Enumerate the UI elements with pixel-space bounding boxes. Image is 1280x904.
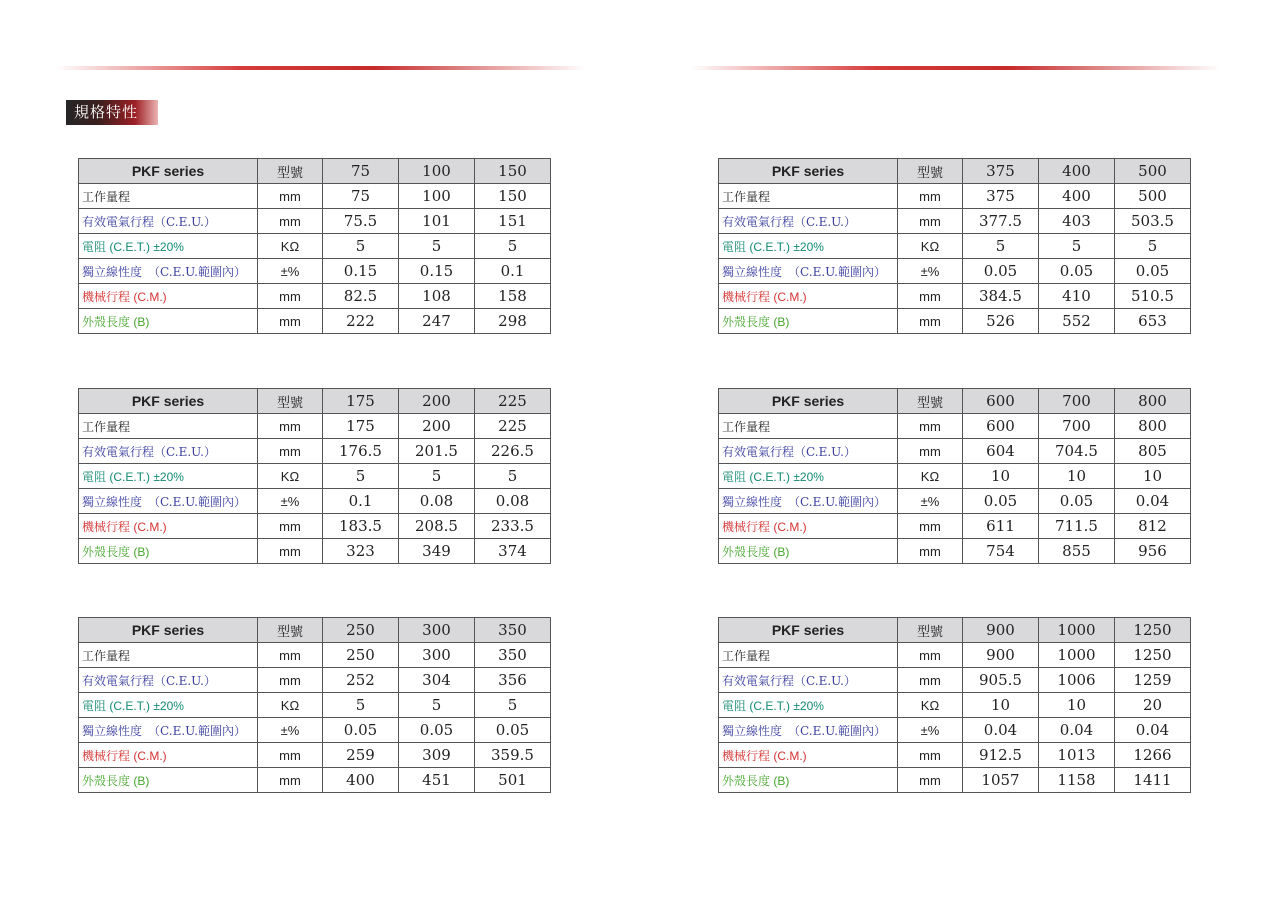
unit-cell: KΩ xyxy=(258,464,323,489)
value-cell: 0.04 xyxy=(1115,718,1191,743)
spec-table xyxy=(78,158,551,334)
unit-cell: mm xyxy=(258,184,323,209)
value-cell: 100 xyxy=(399,184,475,209)
value-cell: 323 xyxy=(323,539,399,564)
unit-cell: KΩ xyxy=(258,693,323,718)
model-value-cell: 75 xyxy=(323,159,399,184)
value-cell: 5 xyxy=(475,464,551,489)
unit-cell: KΩ xyxy=(898,234,963,259)
value-cell: 1259 xyxy=(1115,668,1191,693)
model-value-cell: 150 xyxy=(475,159,551,184)
value-cell: 1006 xyxy=(1039,668,1115,693)
row-label-cell: 工作量程 xyxy=(79,184,258,209)
value-cell: 653 xyxy=(1115,309,1191,334)
model-value-cell: 300 xyxy=(399,618,475,643)
model-label-cell: 型號 xyxy=(258,618,323,643)
table-row xyxy=(79,259,551,284)
unit-cell: ±% xyxy=(898,259,963,284)
unit-cell: mm xyxy=(258,284,323,309)
table-row xyxy=(719,414,1191,439)
table-row xyxy=(719,184,1191,209)
decorative-red-line-right xyxy=(690,66,1220,70)
value-cell: 1057 xyxy=(963,768,1039,793)
unit-cell: mm xyxy=(258,643,323,668)
unit-cell: mm xyxy=(898,539,963,564)
value-cell: 0.05 xyxy=(1039,259,1115,284)
value-cell: 226.5 xyxy=(475,439,551,464)
table-row xyxy=(79,489,551,514)
unit-cell: mm xyxy=(258,309,323,334)
value-cell: 108 xyxy=(399,284,475,309)
table-row xyxy=(719,768,1191,793)
row-label-cell: 外殼長度 (B) xyxy=(79,539,258,564)
model-label-cell: 型號 xyxy=(898,389,963,414)
model-label-cell: 型號 xyxy=(898,618,963,643)
table-row xyxy=(719,284,1191,309)
table-header-row xyxy=(79,618,551,643)
value-cell: 0.04 xyxy=(1115,489,1191,514)
row-label-cell: 外殼長度 (B) xyxy=(719,768,898,793)
spec-table xyxy=(78,388,551,564)
row-label-cell: 有效電氣行程（C.E.U.） xyxy=(79,668,258,693)
table-row xyxy=(719,464,1191,489)
value-cell: 403 xyxy=(1039,209,1115,234)
value-cell: 552 xyxy=(1039,309,1115,334)
value-cell: 1013 xyxy=(1039,743,1115,768)
value-cell: 700 xyxy=(1039,414,1115,439)
model-value-cell: 1000 xyxy=(1039,618,1115,643)
series-label-cell: PKF series xyxy=(79,389,258,414)
unit-cell: mm xyxy=(258,768,323,793)
unit-cell: mm xyxy=(258,743,323,768)
value-cell: 374 xyxy=(475,539,551,564)
value-cell: 754 xyxy=(963,539,1039,564)
value-cell: 1158 xyxy=(1039,768,1115,793)
table-row xyxy=(79,209,551,234)
unit-cell: ±% xyxy=(898,489,963,514)
row-label-cell: 機械行程 (C.M.) xyxy=(79,743,258,768)
spec-table xyxy=(718,617,1191,793)
series-label-cell: PKF series xyxy=(719,389,898,414)
model-value-cell: 400 xyxy=(1039,159,1115,184)
table-row xyxy=(719,209,1191,234)
table-row xyxy=(79,464,551,489)
value-cell: 10 xyxy=(1115,464,1191,489)
value-cell: 451 xyxy=(399,768,475,793)
spec-table xyxy=(718,158,1191,334)
table-row xyxy=(719,668,1191,693)
table-row xyxy=(719,643,1191,668)
table-row xyxy=(79,184,551,209)
table-row xyxy=(79,743,551,768)
table-row xyxy=(79,539,551,564)
row-label-cell: 外殼長度 (B) xyxy=(79,309,258,334)
unit-cell: mm xyxy=(898,414,963,439)
unit-cell: mm xyxy=(898,514,963,539)
value-cell: 247 xyxy=(399,309,475,334)
value-cell: 500 xyxy=(1115,184,1191,209)
row-label-cell: 機械行程 (C.M.) xyxy=(79,514,258,539)
value-cell: 82.5 xyxy=(323,284,399,309)
value-cell: 0.1 xyxy=(323,489,399,514)
model-label-cell: 型號 xyxy=(258,389,323,414)
value-cell: 400 xyxy=(323,768,399,793)
value-cell: 912.5 xyxy=(963,743,1039,768)
value-cell: 5 xyxy=(399,693,475,718)
value-cell: 0.05 xyxy=(323,718,399,743)
value-cell: 201.5 xyxy=(399,439,475,464)
row-label-cell: 工作量程 xyxy=(79,643,258,668)
model-value-cell: 225 xyxy=(475,389,551,414)
row-label-cell: 有效電氣行程（C.E.U.） xyxy=(79,439,258,464)
row-label-cell: 獨立線性度 （C.E.U.範圍內） xyxy=(79,259,258,284)
decorative-red-line-left xyxy=(56,66,586,70)
value-cell: 812 xyxy=(1115,514,1191,539)
row-label-cell: 外殼長度 (B) xyxy=(719,539,898,564)
unit-cell: mm xyxy=(898,209,963,234)
value-cell: 150 xyxy=(475,184,551,209)
value-cell: 1266 xyxy=(1115,743,1191,768)
model-value-cell: 500 xyxy=(1115,159,1191,184)
table-row xyxy=(719,743,1191,768)
value-cell: 0.08 xyxy=(399,489,475,514)
value-cell: 5 xyxy=(323,693,399,718)
value-cell: 233.5 xyxy=(475,514,551,539)
value-cell: 0.04 xyxy=(1039,718,1115,743)
row-label-cell: 電阻 (C.E.T.) ±20% xyxy=(719,234,898,259)
value-cell: 183.5 xyxy=(323,514,399,539)
table-header-row xyxy=(79,159,551,184)
value-cell: 1000 xyxy=(1039,643,1115,668)
table-row xyxy=(79,643,551,668)
value-cell: 298 xyxy=(475,309,551,334)
value-cell: 5 xyxy=(475,693,551,718)
value-cell: 5 xyxy=(1039,234,1115,259)
value-cell: 526 xyxy=(963,309,1039,334)
table-row xyxy=(719,693,1191,718)
value-cell: 5 xyxy=(475,234,551,259)
value-cell: 350 xyxy=(475,643,551,668)
value-cell: 175 xyxy=(323,414,399,439)
unit-cell: mm xyxy=(898,184,963,209)
value-cell: 377.5 xyxy=(963,209,1039,234)
table-row xyxy=(719,514,1191,539)
unit-cell: KΩ xyxy=(258,234,323,259)
row-label-cell: 獨立線性度 （C.E.U.範圍內） xyxy=(79,489,258,514)
unit-cell: mm xyxy=(898,309,963,334)
model-value-cell: 350 xyxy=(475,618,551,643)
series-label-cell: PKF series xyxy=(719,618,898,643)
value-cell: 259 xyxy=(323,743,399,768)
unit-cell: mm xyxy=(898,439,963,464)
table-row xyxy=(719,718,1191,743)
row-label-cell: 外殼長度 (B) xyxy=(719,309,898,334)
unit-cell: mm xyxy=(258,514,323,539)
unit-cell: mm xyxy=(258,209,323,234)
value-cell: 222 xyxy=(323,309,399,334)
unit-cell: ±% xyxy=(258,259,323,284)
value-cell: 0.05 xyxy=(475,718,551,743)
value-cell: 158 xyxy=(475,284,551,309)
row-label-cell: 工作量程 xyxy=(719,414,898,439)
value-cell: 300 xyxy=(399,643,475,668)
value-cell: 176.5 xyxy=(323,439,399,464)
value-cell: 10 xyxy=(963,693,1039,718)
table-row xyxy=(79,309,551,334)
table-row xyxy=(79,439,551,464)
row-label-cell: 機械行程 (C.M.) xyxy=(79,284,258,309)
row-label-cell: 機械行程 (C.M.) xyxy=(719,284,898,309)
value-cell: 304 xyxy=(399,668,475,693)
value-cell: 5 xyxy=(323,234,399,259)
value-cell: 711.5 xyxy=(1039,514,1115,539)
row-label-cell: 有效電氣行程（C.E.U.） xyxy=(719,209,898,234)
model-value-cell: 100 xyxy=(399,159,475,184)
value-cell: 10 xyxy=(1039,464,1115,489)
value-cell: 356 xyxy=(475,668,551,693)
table-row xyxy=(719,234,1191,259)
value-cell: 75 xyxy=(323,184,399,209)
value-cell: 0.05 xyxy=(1039,489,1115,514)
unit-cell: mm xyxy=(898,284,963,309)
table-header-row xyxy=(719,618,1191,643)
row-label-cell: 有效電氣行程（C.E.U.） xyxy=(79,209,258,234)
series-label-cell: PKF series xyxy=(719,159,898,184)
row-label-cell: 外殼長度 (B) xyxy=(79,768,258,793)
value-cell: 1411 xyxy=(1115,768,1191,793)
table-row xyxy=(79,234,551,259)
row-label-cell: 獨立線性度 （C.E.U.範圍內） xyxy=(719,259,898,284)
table-row xyxy=(79,284,551,309)
value-cell: 75.5 xyxy=(323,209,399,234)
table-row xyxy=(719,539,1191,564)
unit-cell: KΩ xyxy=(898,693,963,718)
value-cell: 375 xyxy=(963,184,1039,209)
model-label-cell: 型號 xyxy=(898,159,963,184)
row-label-cell: 獨立線性度 （C.E.U.範圍內） xyxy=(719,718,898,743)
row-label-cell: 工作量程 xyxy=(79,414,258,439)
value-cell: 5 xyxy=(399,464,475,489)
value-cell: 905.5 xyxy=(963,668,1039,693)
table-row xyxy=(719,439,1191,464)
row-label-cell: 電阻 (C.E.T.) ±20% xyxy=(719,693,898,718)
value-cell: 0.1 xyxy=(475,259,551,284)
value-cell: 5 xyxy=(323,464,399,489)
row-label-cell: 電阻 (C.E.T.) ±20% xyxy=(79,693,258,718)
section-title-badge: 規格特性 xyxy=(66,100,158,125)
table-row xyxy=(79,414,551,439)
value-cell: 0.08 xyxy=(475,489,551,514)
value-cell: 0.05 xyxy=(963,259,1039,284)
value-cell: 10 xyxy=(1039,693,1115,718)
unit-cell: mm xyxy=(258,439,323,464)
unit-cell: mm xyxy=(898,643,963,668)
row-label-cell: 獨立線性度 （C.E.U.範圍內） xyxy=(79,718,258,743)
table-header-row xyxy=(719,159,1191,184)
spec-table xyxy=(718,388,1191,564)
value-cell: 0.05 xyxy=(1115,259,1191,284)
unit-cell: ±% xyxy=(258,718,323,743)
table-row xyxy=(719,309,1191,334)
value-cell: 900 xyxy=(963,643,1039,668)
row-label-cell: 有效電氣行程（C.E.U.） xyxy=(719,668,898,693)
unit-cell: mm xyxy=(898,768,963,793)
value-cell: 384.5 xyxy=(963,284,1039,309)
value-cell: 510.5 xyxy=(1115,284,1191,309)
value-cell: 501 xyxy=(475,768,551,793)
value-cell: 604 xyxy=(963,439,1039,464)
value-cell: 208.5 xyxy=(399,514,475,539)
value-cell: 349 xyxy=(399,539,475,564)
value-cell: 359.5 xyxy=(475,743,551,768)
value-cell: 250 xyxy=(323,643,399,668)
value-cell: 5 xyxy=(399,234,475,259)
value-cell: 400 xyxy=(1039,184,1115,209)
model-value-cell: 250 xyxy=(323,618,399,643)
table-header-row xyxy=(79,389,551,414)
table-row xyxy=(719,489,1191,514)
unit-cell: KΩ xyxy=(898,464,963,489)
model-label-cell: 型號 xyxy=(258,159,323,184)
value-cell: 20 xyxy=(1115,693,1191,718)
value-cell: 410 xyxy=(1039,284,1115,309)
table-row xyxy=(79,668,551,693)
value-cell: 0.15 xyxy=(323,259,399,284)
value-cell: 0.05 xyxy=(399,718,475,743)
row-label-cell: 工作量程 xyxy=(719,643,898,668)
value-cell: 0.05 xyxy=(963,489,1039,514)
row-label-cell: 電阻 (C.E.T.) ±20% xyxy=(719,464,898,489)
value-cell: 704.5 xyxy=(1039,439,1115,464)
value-cell: 855 xyxy=(1039,539,1115,564)
value-cell: 805 xyxy=(1115,439,1191,464)
unit-cell: mm xyxy=(258,414,323,439)
table-row xyxy=(79,514,551,539)
value-cell: 503.5 xyxy=(1115,209,1191,234)
model-value-cell: 200 xyxy=(399,389,475,414)
value-cell: 10 xyxy=(963,464,1039,489)
table-header-row xyxy=(719,389,1191,414)
model-value-cell: 800 xyxy=(1115,389,1191,414)
value-cell: 252 xyxy=(323,668,399,693)
row-label-cell: 機械行程 (C.M.) xyxy=(719,514,898,539)
model-value-cell: 375 xyxy=(963,159,1039,184)
value-cell: 1250 xyxy=(1115,643,1191,668)
value-cell: 0.04 xyxy=(963,718,1039,743)
row-label-cell: 有效電氣行程（C.E.U.） xyxy=(719,439,898,464)
row-label-cell: 電阻 (C.E.T.) ±20% xyxy=(79,234,258,259)
series-label-cell: PKF series xyxy=(79,159,258,184)
value-cell: 309 xyxy=(399,743,475,768)
value-cell: 151 xyxy=(475,209,551,234)
table-row xyxy=(79,718,551,743)
series-label-cell: PKF series xyxy=(79,618,258,643)
row-label-cell: 工作量程 xyxy=(719,184,898,209)
model-value-cell: 700 xyxy=(1039,389,1115,414)
unit-cell: mm xyxy=(898,668,963,693)
model-value-cell: 175 xyxy=(323,389,399,414)
value-cell: 0.15 xyxy=(399,259,475,284)
value-cell: 800 xyxy=(1115,414,1191,439)
value-cell: 5 xyxy=(963,234,1039,259)
value-cell: 956 xyxy=(1115,539,1191,564)
unit-cell: mm xyxy=(258,539,323,564)
value-cell: 101 xyxy=(399,209,475,234)
row-label-cell: 機械行程 (C.M.) xyxy=(719,743,898,768)
value-cell: 5 xyxy=(1115,234,1191,259)
model-value-cell: 900 xyxy=(963,618,1039,643)
row-label-cell: 電阻 (C.E.T.) ±20% xyxy=(79,464,258,489)
spec-table xyxy=(78,617,551,793)
value-cell: 611 xyxy=(963,514,1039,539)
unit-cell: mm xyxy=(258,668,323,693)
row-label-cell: 獨立線性度 （C.E.U.範圍內） xyxy=(719,489,898,514)
unit-cell: ±% xyxy=(898,718,963,743)
table-row xyxy=(719,259,1191,284)
unit-cell: ±% xyxy=(258,489,323,514)
table-row xyxy=(79,693,551,718)
value-cell: 225 xyxy=(475,414,551,439)
model-value-cell: 1250 xyxy=(1115,618,1191,643)
unit-cell: mm xyxy=(898,743,963,768)
value-cell: 200 xyxy=(399,414,475,439)
model-value-cell: 600 xyxy=(963,389,1039,414)
value-cell: 600 xyxy=(963,414,1039,439)
table-row xyxy=(79,768,551,793)
